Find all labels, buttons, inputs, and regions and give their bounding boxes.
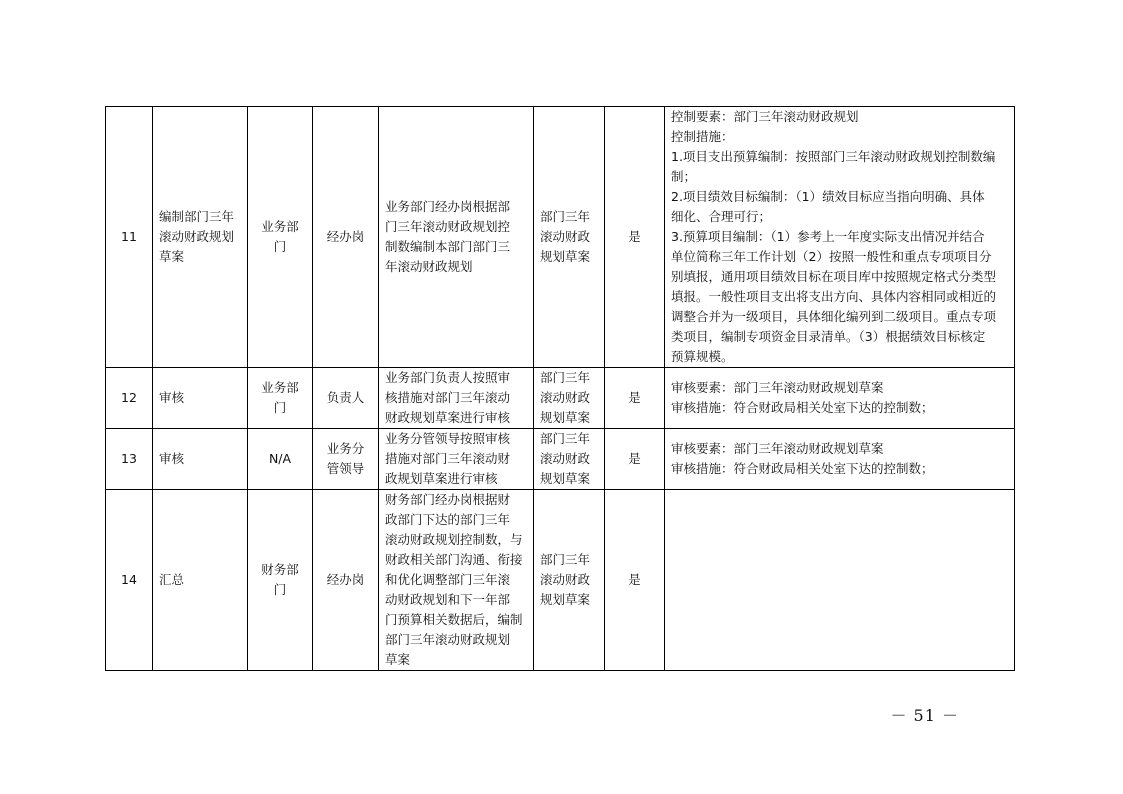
department: N/A bbox=[248, 429, 313, 490]
step-description: 业务部门经办岗根据部 门三年滚动财政规划控 制数编制本部门部门三 年滚动财政规划 bbox=[379, 107, 534, 368]
department: 业务部 门 bbox=[248, 107, 313, 368]
responsible-role: 经办岗 bbox=[313, 107, 379, 368]
department: 业务部 门 bbox=[248, 368, 313, 429]
step-description: 业务分管领导按照审核 措施对部门三年滚动财 政规划草案进行审核 bbox=[379, 429, 534, 490]
table-row bbox=[106, 368, 1015, 429]
key-control-flag: 是 bbox=[605, 107, 665, 368]
key-control-flag: 是 bbox=[605, 490, 665, 671]
table-row bbox=[106, 490, 1015, 671]
key-control-flag: 是 bbox=[605, 368, 665, 429]
responsible-role: 负责人 bbox=[313, 368, 379, 429]
step-name: 审核 bbox=[153, 429, 248, 490]
output-document: 部门三年 滚动财政 规划草案 bbox=[534, 368, 605, 429]
table-row bbox=[106, 107, 1015, 368]
table-row bbox=[106, 429, 1015, 490]
row-number: 12 bbox=[106, 368, 153, 429]
step-name: 汇总 bbox=[153, 490, 248, 671]
responsible-role: 经办岗 bbox=[313, 490, 379, 671]
output-document: 部门三年 滚动财政 规划草案 bbox=[534, 429, 605, 490]
page-number: － 51 － bbox=[890, 706, 959, 725]
row-number: 11 bbox=[106, 107, 153, 368]
step-name: 编制部门三年 滚动财政规划 草案 bbox=[153, 107, 248, 368]
step-description: 财务部门经办岗根据财 政部门下达的部门三年 滚动财政规划控制数，与 财政相关部门沟通、衔接 和优化调整部门三年滚 动财政规划和下一年部 门预算相关数据后，编制 部门三年滚动财政规划 草案 bbox=[379, 490, 534, 671]
department: 财务部 门 bbox=[248, 490, 313, 671]
control-measures bbox=[665, 490, 1015, 671]
output-document: 部门三年 滚动财政 规划草案 bbox=[534, 107, 605, 368]
control-measures: 审核要素：部门三年滚动财政规划草案 审核措施：符合财政局相关处室下达的控制数； bbox=[665, 429, 1015, 490]
process-table bbox=[105, 106, 1015, 671]
step-name: 审核 bbox=[153, 368, 248, 429]
control-measures: 控制要素：部门三年滚动财政规划 控制措施： 1.项目支出预算编制：按照部门三年滚动财政规划控制数编 制； 2.项目绩效目标编制：（1）绩效目标应当指向明确、具体 细化、合理可行； 3.预算项目编制：（1）参考上一年度实际支出情况并结合 单位简称三年工作计划（2）按照一般性和重点专项项目分 别填报，通用项目绩效目标在项目库中按照规定格式分类型 填报。一般性项目支出将支出方向、具体内容相同或相近的 调整合并为一级项目，具体细化编列到二级项目。重点专项 类项目，编制专项资金目录清单。（3）根据绩效目标核定 预算规模。 bbox=[665, 107, 1015, 368]
step-description: 业务部门负责人按照审 核措施对部门三年滚动 财政规划草案进行审核 bbox=[379, 368, 534, 429]
row-number: 14 bbox=[106, 490, 153, 671]
responsible-role: 业务分 管领导 bbox=[313, 429, 379, 490]
output-document: 部门三年 滚动财政 规划草案 bbox=[534, 490, 605, 671]
control-measures: 审核要素：部门三年滚动财政规划草案 审核措施：符合财政局相关处室下达的控制数； bbox=[665, 368, 1015, 429]
row-number: 13 bbox=[106, 429, 153, 490]
key-control-flag: 是 bbox=[605, 429, 665, 490]
